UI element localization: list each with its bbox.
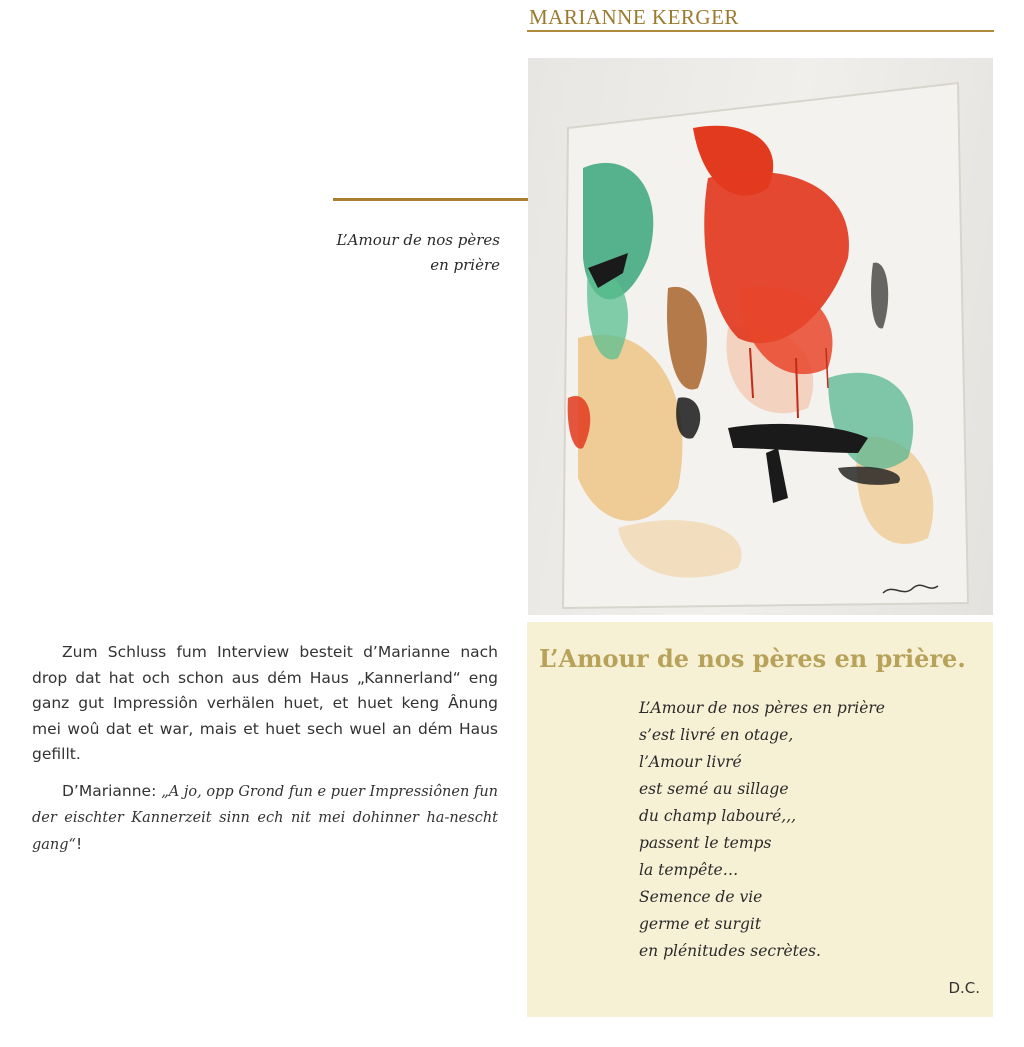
article-paragraph-1: Zum Schluss fum Interview besteit d’Marianne nach drop dat hat och schon aus dém Haus „Kannerland“ eng ganz gut Impressiôn verhälen huet, et huet keng Ânung mei woû dat et war, mais et huet sech wuel an dém Haus gefillt. (32, 643, 498, 763)
poem-lines (639, 695, 885, 965)
painting-caption-line-1: L’Amour de nos pères (336, 231, 500, 249)
painting-caption (300, 228, 500, 278)
poem-line: Semence de vie (639, 888, 763, 906)
poem-title: L’Amour de nos pères en prière. (539, 644, 966, 673)
header-divider (527, 30, 994, 32)
poem-line: L’Amour de nos pères en prière (639, 699, 885, 717)
painting-photo (528, 58, 993, 615)
poem-line: s’est livré en otage, (639, 726, 794, 744)
poem-line: germe et surgit (639, 915, 762, 933)
poem-line: la tempête… (639, 861, 739, 879)
poem-line: du champ labouré,,, (639, 807, 797, 825)
poem-signature: D.C. (948, 979, 980, 997)
poem-line: est semé au sillage (639, 780, 789, 798)
article-body (32, 640, 498, 869)
poem-line: passent le temps (639, 834, 772, 852)
poem-line: l’Amour livré (639, 753, 742, 771)
poem-box (527, 622, 993, 1017)
quote-end: ! (75, 834, 83, 853)
quote-text: „A jo, opp Grond fun e puer Impressiônen fun der eischter Kannerzeit sinn ech nit mei dohinner ha-nescht gang“ (32, 783, 498, 853)
abstract-painting-image (528, 58, 993, 615)
poem-line: en plénitudes secrètes. (639, 942, 821, 960)
page-header-title: MARIANNE KERGER (529, 5, 739, 29)
caption-divider (333, 198, 555, 201)
painting-caption-line-2: en prière (430, 256, 500, 274)
article-paragraph-2 (32, 779, 498, 859)
quote-lead: D’Marianne: (62, 781, 162, 800)
